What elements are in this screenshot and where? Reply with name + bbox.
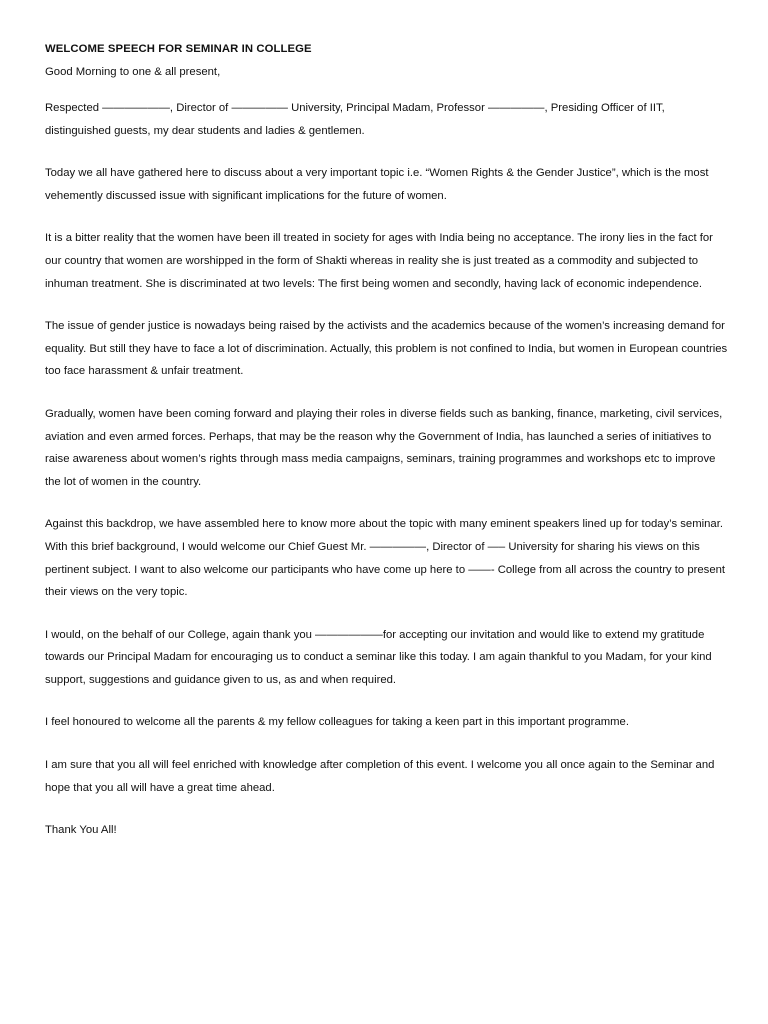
paragraph-closing: I am sure that you all will feel enriched with knowledge after completion of this event. I welcome you all once again to the Seminar and hope that you all will have a great time ahead.	[45, 759, 715, 794]
paragraph-progress: Gradually, women have been coming forward and playing their roles in diverse fields such as banking, finance, marketing, civil services, aviation and even armed forces. Perhaps, that may be the reason why the Government of India, has launched a series of initiatives to raise awareness about women’s rights through mass media campaigns, seminars, training programmes and workshops etc to improve the lot of women in the country.	[45, 407, 723, 488]
document-title: WELCOME SPEECH FOR SEMINAR IN COLLEGE	[45, 43, 312, 55]
speech-body	[45, 97, 730, 842]
paragraph-reality: It is a bitter reality that the women have been ill treated in society for ages with India being no acceptance. The irony lies in the fact for our country that women are worshipped in the form of Shakti whereas in reality she is just treated as a commodity and subjected to inhuman treatment. She is discriminated at two levels: The first being women and secondly, having lack of economic independence.	[45, 232, 713, 290]
paragraph-gratitude: I would, on the behalf of our College, again thank you ——————for accepting our invitation and would like to extend my gratitude towards our Principal Madam for encouraging us to conduct a seminar like this today. I am again thankful to you Madam, for your kind support, suggestions and guidance given to us, as and when required.	[45, 628, 712, 686]
paragraph-welcome-parents: I feel honoured to welcome all the parents & my fellow colleagues for taking a keen part in this important programme.	[45, 716, 629, 729]
paragraph-thank-you: Thank You All!	[45, 824, 117, 837]
paragraph-backdrop: Against this backdrop, we have assembled here to know more about the topic with many eminent speakers lined up for today’s seminar. With this brief background, I would welcome our Chief Guest Mr. —————, Director of —– University for sharing his views on this pertinent subject. I want to also welcome our participants who have come up here to ——- College from all across the country to present their views on the very topic.	[45, 518, 726, 599]
paragraph-salutation: Respected ——————, Director of ————— University, Principal Madam, Professor —————, Presiding Officer of IIT, distinguished guests, my dear students and ladies & gentlemen.	[45, 102, 665, 137]
greeting-line: Good Morning to one & all present,	[45, 66, 221, 78]
paragraph-gender-justice: The issue of gender justice is nowadays being raised by the activists and the academics because of the women’s increasing demand for equality. But still they have to face a lot of discrimination. Actually, this problem is not confined to India, but women in European countries too face harassment & unfair treatment.	[45, 320, 728, 378]
paragraph-topic: Today we all have gathered here to discuss about a very important topic i.e. “Women Rights & the Gender Justice”, which is the most vehemently discussed issue with significant implications for the future of women.	[45, 167, 709, 202]
document-body	[45, 41, 730, 842]
